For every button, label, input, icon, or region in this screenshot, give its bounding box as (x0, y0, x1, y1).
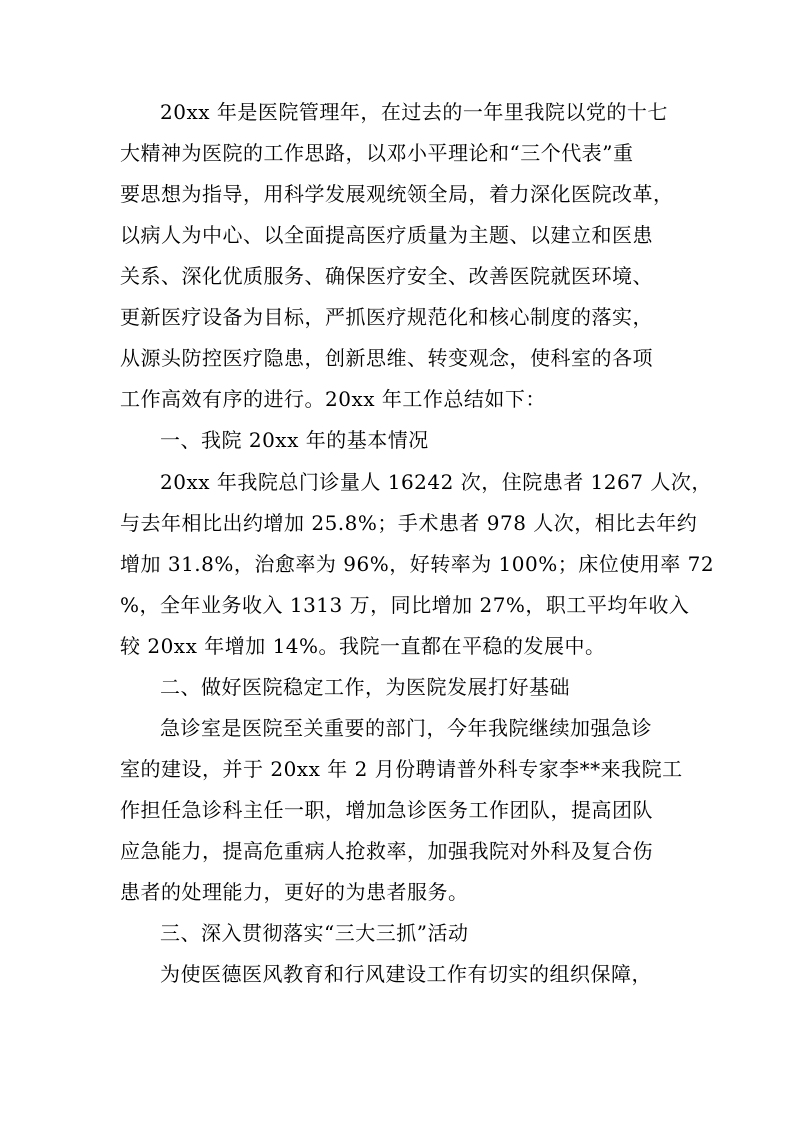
paragraph-line: 室的建设，并于 20xx 年 2 月份聘请普外科专家李**来我院工 (120, 757, 683, 781)
paragraph-line: 以病人为中心、以全面提高医疗质量为主题、以建立和医患 (120, 223, 653, 247)
paragraph-line: 增加 31.8%，治愈率为 96%，好转率为 100%；床位使用率 72 (120, 552, 715, 576)
paragraph-line: 较 20xx 年增加 14%。我院一直都在平稳的发展中。 (120, 634, 606, 658)
section-heading: 二、做好医院稳定工作，为医院发展打好基础 (160, 675, 570, 699)
paragraph-line: 大精神为医院的工作思路，以邓小平理论和“三个代表”重 (120, 141, 634, 165)
paragraph-line: 与去年相比出约增加 25.8%；手术患者 978 人次，相比去年约 (120, 511, 698, 535)
paragraph-line: 从源头防控医疗隐患，创新思维、转变观念，使科室的各项 (120, 346, 653, 370)
paragraph-line: 要思想为指导，用科学发展观统领全局，着力深化医院改革， (120, 182, 674, 206)
paragraph-line: 应急能力，提高危重病人抢救率，加强我院对外科及复合伤 (120, 839, 653, 863)
section-heading: 一、我院 20xx 年的基本情况 (160, 428, 429, 452)
paragraph-line: 为使医德医风教育和行风建设工作有切实的组织保障， (160, 962, 652, 986)
section-heading: 三、深入贯彻落实“三大三抓”活动 (160, 921, 469, 945)
paragraph-line: %，全年业务收入 1313 万，同比增加 27%，职工平均年收入 (120, 593, 690, 617)
paragraph-line: 20xx 年是医院管理年，在过去的一年里我院以党的十七 (160, 100, 668, 124)
paragraph-line: 患者的处理能力，更好的为患者服务。 (120, 880, 469, 904)
paragraph-line: 急诊室是医院至关重要的部门，今年我院继续加强急诊 (160, 716, 652, 740)
paragraph-line: 关系、深化优质服务、确保医疗安全、改善医院就医环境、 (120, 264, 653, 288)
paragraph-line: 20xx 年我院总门诊量人 16242 次，住院患者 1267 人次， (160, 470, 712, 494)
paragraph-line: 更新医疗设备为目标，严抓医疗规范化和核心制度的落实， (120, 305, 653, 329)
paragraph-line: 工作高效有序的进行。20xx 年工作总结如下： (120, 387, 546, 411)
paragraph-line: 作担任急诊科主任一职，增加急诊医务工作团队，提高团队 (120, 798, 653, 822)
